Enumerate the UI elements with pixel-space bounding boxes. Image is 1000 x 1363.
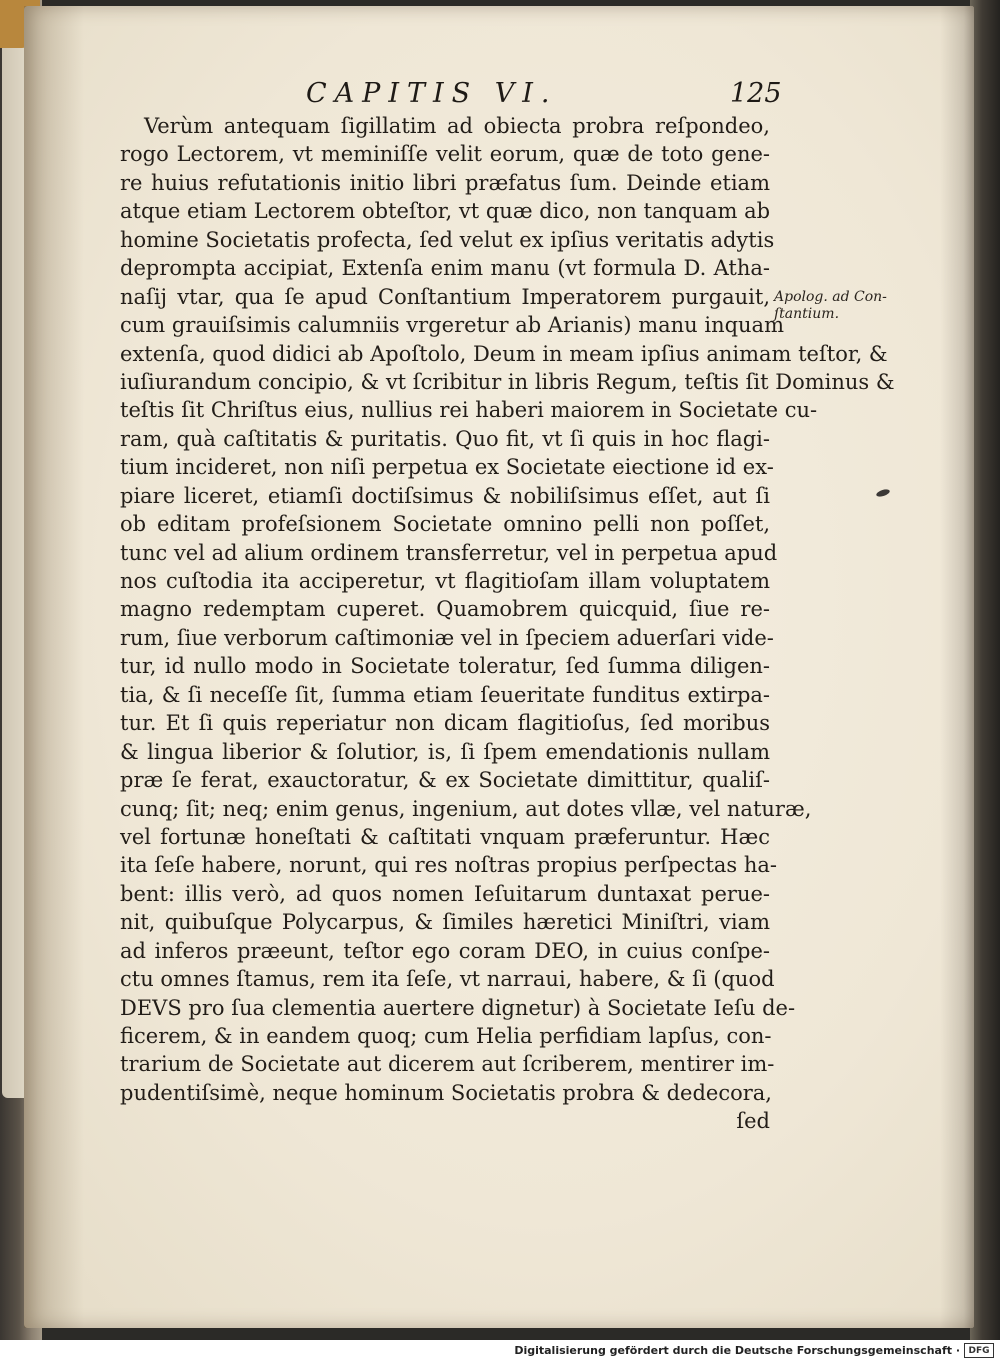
- text-line: ita ſeſe habere, norunt, qui res noſtras propius perſpectas ha-: [120, 853, 777, 878]
- text-line: tium incideret, non niſi perpetua ex Societate eiectione id ex-: [120, 455, 774, 480]
- text-line: Verùm antequam ſigillatim ad obiecta probra reſpondeo,: [144, 114, 770, 138]
- text-line: & lingua liberior & ſolutior, is, ſi ſpem emendationis nullam: [120, 739, 770, 764]
- running-head: CAPITIS VI.: [306, 78, 558, 109]
- catchword: ſed: [736, 1109, 770, 1134]
- text-line: trarium de Societate aut dicerem aut ſcriberem, mentirer im-: [120, 1052, 775, 1077]
- marginal-note: [774, 289, 887, 323]
- text-line: iuſiurandum concipio, & vt ſcribitur in libris Regum, teſtis ſit Dominus &: [120, 369, 895, 394]
- text-line: nos cuſtodia ita acciperetur, vt flagitioſam illam voluptatem: [120, 569, 770, 593]
- text-line: DEVS pro ſua clementia auertere dignetur) à Societate Ieſu de-: [120, 995, 796, 1020]
- text-line: bent: illis verò, ad quos nomen Ieſuitarum duntaxat perue-: [120, 881, 770, 906]
- digitization-credit: Digitalisierung gefördert durch die Deutsche Forschungsgemeinschaft ·: [514, 1344, 960, 1357]
- text-line: nit, quibuſque Polycarpus, & ſimiles hæretici Miniſtri, viam: [120, 910, 770, 935]
- text-line: ficerem, & in eandem quoq; cum Helia perfidiam lapſus, con-: [120, 1024, 772, 1048]
- text-line: tia, & ſi neceſſe ſit, ſumma etiam ſeueritate funditus extirpa-: [120, 682, 770, 707]
- text-line: deprompta accipiat, Extenſa enim manu (vt formula D. Atha-: [120, 256, 770, 281]
- text-line: tur, id nullo modo in Societate toleratur, ſed ſumma diligen-: [120, 654, 770, 679]
- text-line: re huius refutationis initio libri præfatus ſum. Deinde etiam: [120, 170, 770, 195]
- text-line: tur. Et ſi quis reperiatur non dicam flagitioſus, ſed moribus: [120, 711, 770, 736]
- text-line: extenſa, quod didici ab Apoſtolo, Deum in meam ipſius animam teſtor, &: [120, 341, 888, 366]
- text-line: homine Societatis profecta, ſed velut ex ipſius veritatis adytis: [120, 227, 775, 252]
- text-line: præ ſe ferat, exauctoratur, & ex Societate dimittitur, qualiſ-: [120, 768, 770, 793]
- text-line: piare liceret, etiamſi doctiſsimus & nobiliſsimus eſſet, aut ſi: [120, 483, 770, 508]
- book-cover-edge: [970, 0, 1000, 1340]
- marginal-note-line: ſtantium.: [774, 306, 840, 322]
- text-line: tunc vel ad alium ordinem transferretur, vel in perpetua apud: [120, 540, 778, 565]
- text-line: magno redemptam cuperet. Quamobrem quicquid, ſiue re-: [120, 597, 770, 622]
- text-line: ad inferos præeunt, teſtor ego coram DEO, in cuius conſpe-: [120, 938, 770, 963]
- marginal-note-line: Apolog. ad Con-: [774, 289, 887, 305]
- text-line: ctu omnes ſtamus, rem ita ſeſe, vt narraui, habere, & ſi (quod: [120, 967, 775, 992]
- text-line: ram, quà caſtitatis & puritatis. Quo fit, vt ſi quis in hoc flagi-: [120, 426, 770, 451]
- text-line: cum grauiſsimis calumniis vrgeretur ab Arianis) manu inquam: [120, 313, 784, 338]
- text-line: ob editam profeſsionem Societate omnino pelli non poſſet,: [120, 512, 770, 537]
- footer: [0, 1340, 1000, 1363]
- text-line: cunq; ſit; neq; enim genus, ingenium, aut dotes vllæ, vel naturæ,: [120, 796, 812, 821]
- page-number: 125: [730, 78, 782, 109]
- text-line: teſtis ſit Chriſtus eius, nullius rei haberi maiorem in Societate cu-: [120, 398, 818, 423]
- text-line: rum, ſiue verborum caſtimoniæ vel in ſpeciem aduerſari vide-: [120, 625, 774, 650]
- text-line: rogo Lectorem, vt meminiſſe velit eorum, quæ de toto gene-: [120, 142, 770, 167]
- dfg-logo: DFG: [964, 1343, 994, 1358]
- text-line: pudentiſsimè, neque hominum Societatis probra & dedecora,: [120, 1080, 772, 1105]
- text-line: vel fortunæ honeſtati & caſtitati vnquam præferuntur. Hæc: [120, 824, 770, 849]
- text-line: atque etiam Lectorem obteſtor, vt quæ dico, non tanquam ab: [120, 199, 771, 224]
- text-line: naſij vtar, qua ſe apud Conſtantium Imperatorem purgauit,: [120, 284, 770, 309]
